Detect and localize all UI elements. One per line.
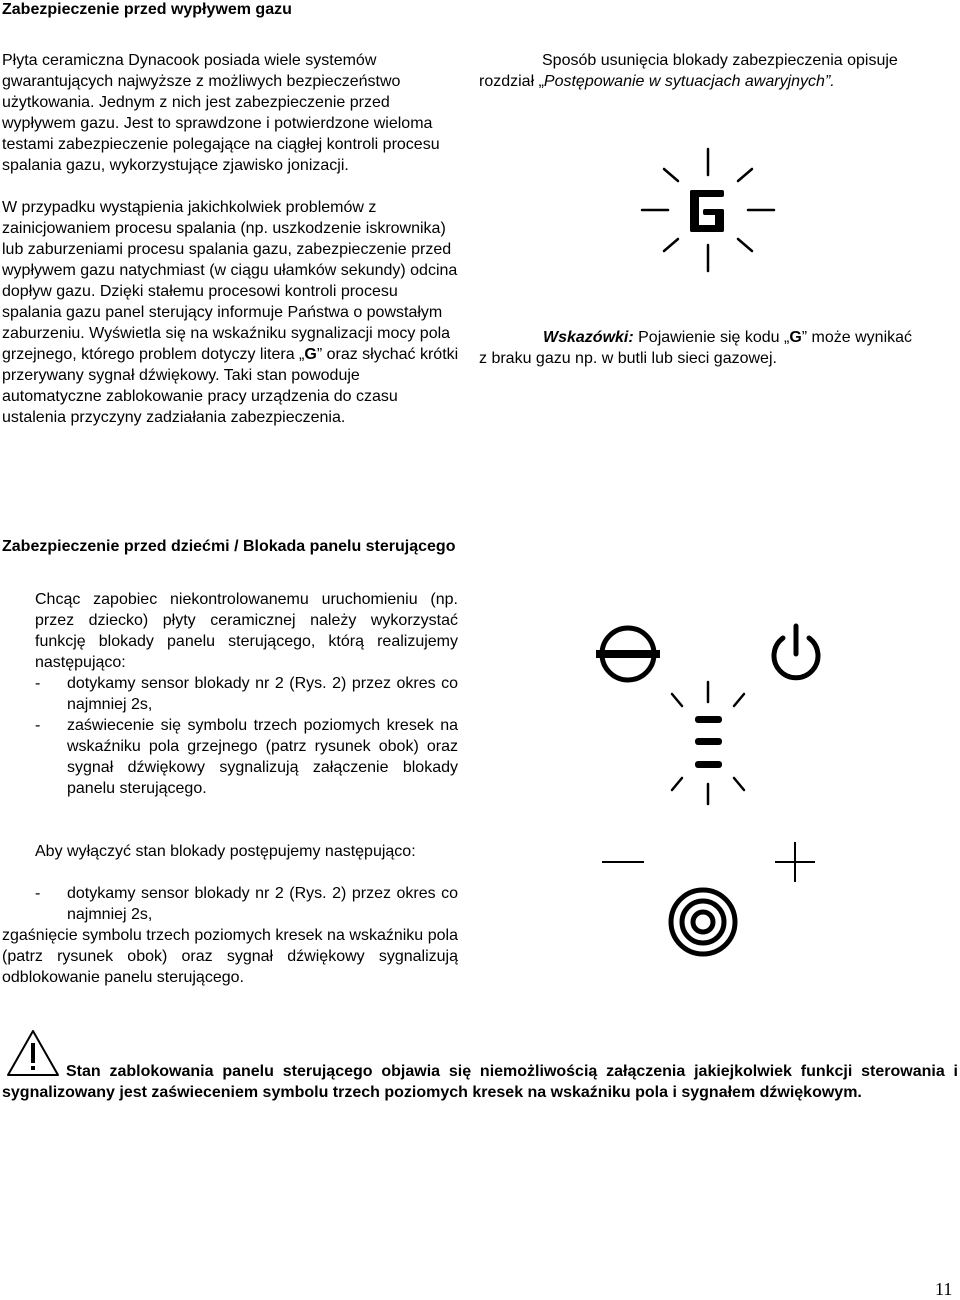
list-item: - zaświecenie się symbolu trzech poziomych kresek na wskaźniku pola grzejnego (patrz rysunek obok) oraz sygnał dźwiękowy sygnalizują załączenie blokady panelu sterującego.: [35, 717, 458, 797]
gas-safety-paragraph-2: W przypadku wystąpienia jakichkolwiek problemów z zainicjowaniem procesu spalania (np. uszkodzenie iskrownika) lub zaburzeniami procesu spalania gazu, zabezpieczenie przed wypływem gazu natychmiast (w ciągu ułamków sekundy) odcina dopływ gazu. Dzięki stałemu procesowi kontroli procesu spalania gazu panel sterujący informuje Państwa o powstałym zaburzeniu. Wyświetla się na wskaźniku sygnalizacji mocy pola grzejnego, którego problem dotyczy litera „G” oraz słychać krótki przerywany sygnał dźwiękowy. Taki stan powoduje automatyczne zablokowanie pracy urządzenia do czasu ustalenia przyczyny zadziałania zabezpieczenia.: [2, 199, 459, 426]
plus-icon: [775, 842, 815, 882]
lock-steps-list: [35, 673, 458, 799]
lock-sensor-icon: [594, 620, 662, 688]
hint-label: Wskazówki:: [543, 329, 634, 346]
gas-safety-paragraph-1: Płyta ceramiczna Dynacook posiada wiele systemów gwarantujących najwyższe z możliwych bezpieczeństwo użytkowania. Jednym z nich jest zabezpieczenie przed wypływem gazu. Jest to sprawdzone i potwierdzone wieloma testami zabezpieczenie polegające na ciągłej kontroli procesu spalania gazu, wykorzystujące zjawisko jonizacji.: [2, 52, 440, 174]
section-title-gas-safety: Zabezpieczenie przed wypływem gazu: [2, 1, 292, 18]
child-lock-intro: Chcąc zapobiec niekontrolowanemu uruchomieniu (np. przez dziecko) płyty ceramicznej należy wykorzystać funkcję blokady panelu sterującego, którą realizujemy następująco:: [35, 591, 458, 671]
page-number: 11: [935, 1279, 953, 1299]
unlock-steps-list: [35, 883, 458, 925]
list-item: - dotykamy sensor blokady nr 2 (Rys. 2) przez okres co najmniej 2s,: [35, 675, 458, 713]
section-title-child-lock: Zabezpieczenie przed dziećmi / Blokada panelu sterującego: [2, 538, 456, 555]
heating-zone-rings-icon: [667, 886, 739, 958]
gas-hint: Wskazówki: Pojawienie się kodu „G” może wynikać z braku gazu np. w butli lub sieci gazowej.: [479, 329, 913, 367]
unlock-intro: Aby wyłączyć stan blokady postępujemy następująco:: [35, 843, 416, 860]
warning-text: Stan zablokowania panelu sterującego objawia się niemożliwością załączenia jakiejkolwiek funkcji sterowania i sygnalizowany jest zaświeceniem symbolu trzech poziomych kresek na wskaźniku pola i sygnałem dźwiękowym.: [2, 1063, 958, 1101]
power-icon: [766, 620, 826, 686]
three-dashes-display-icon: [650, 680, 770, 805]
minus-icon: [602, 858, 644, 866]
list-item: - dotykamy sensor blokady nr 2 (Rys. 2) przez okres co najmniej 2s,: [35, 885, 458, 923]
emergency-chapter-link: Postępowanie w sytuacjach awaryjnych: [543, 73, 825, 90]
g-code-display-icon: [640, 145, 780, 275]
unlock-result: zgaśnięcie symbolu trzech poziomych kresek na wskaźniku pola (patrz rysunek obok) oraz sygnał dźwiękowy sygnalizują odblokowanie panelu sterującego.: [2, 927, 458, 986]
unlock-reference-note: Sposób usunięcia blokady zabezpieczenia opisuje rozdział „Postępowanie w sytuacjach awaryjnych”.: [479, 52, 898, 90]
